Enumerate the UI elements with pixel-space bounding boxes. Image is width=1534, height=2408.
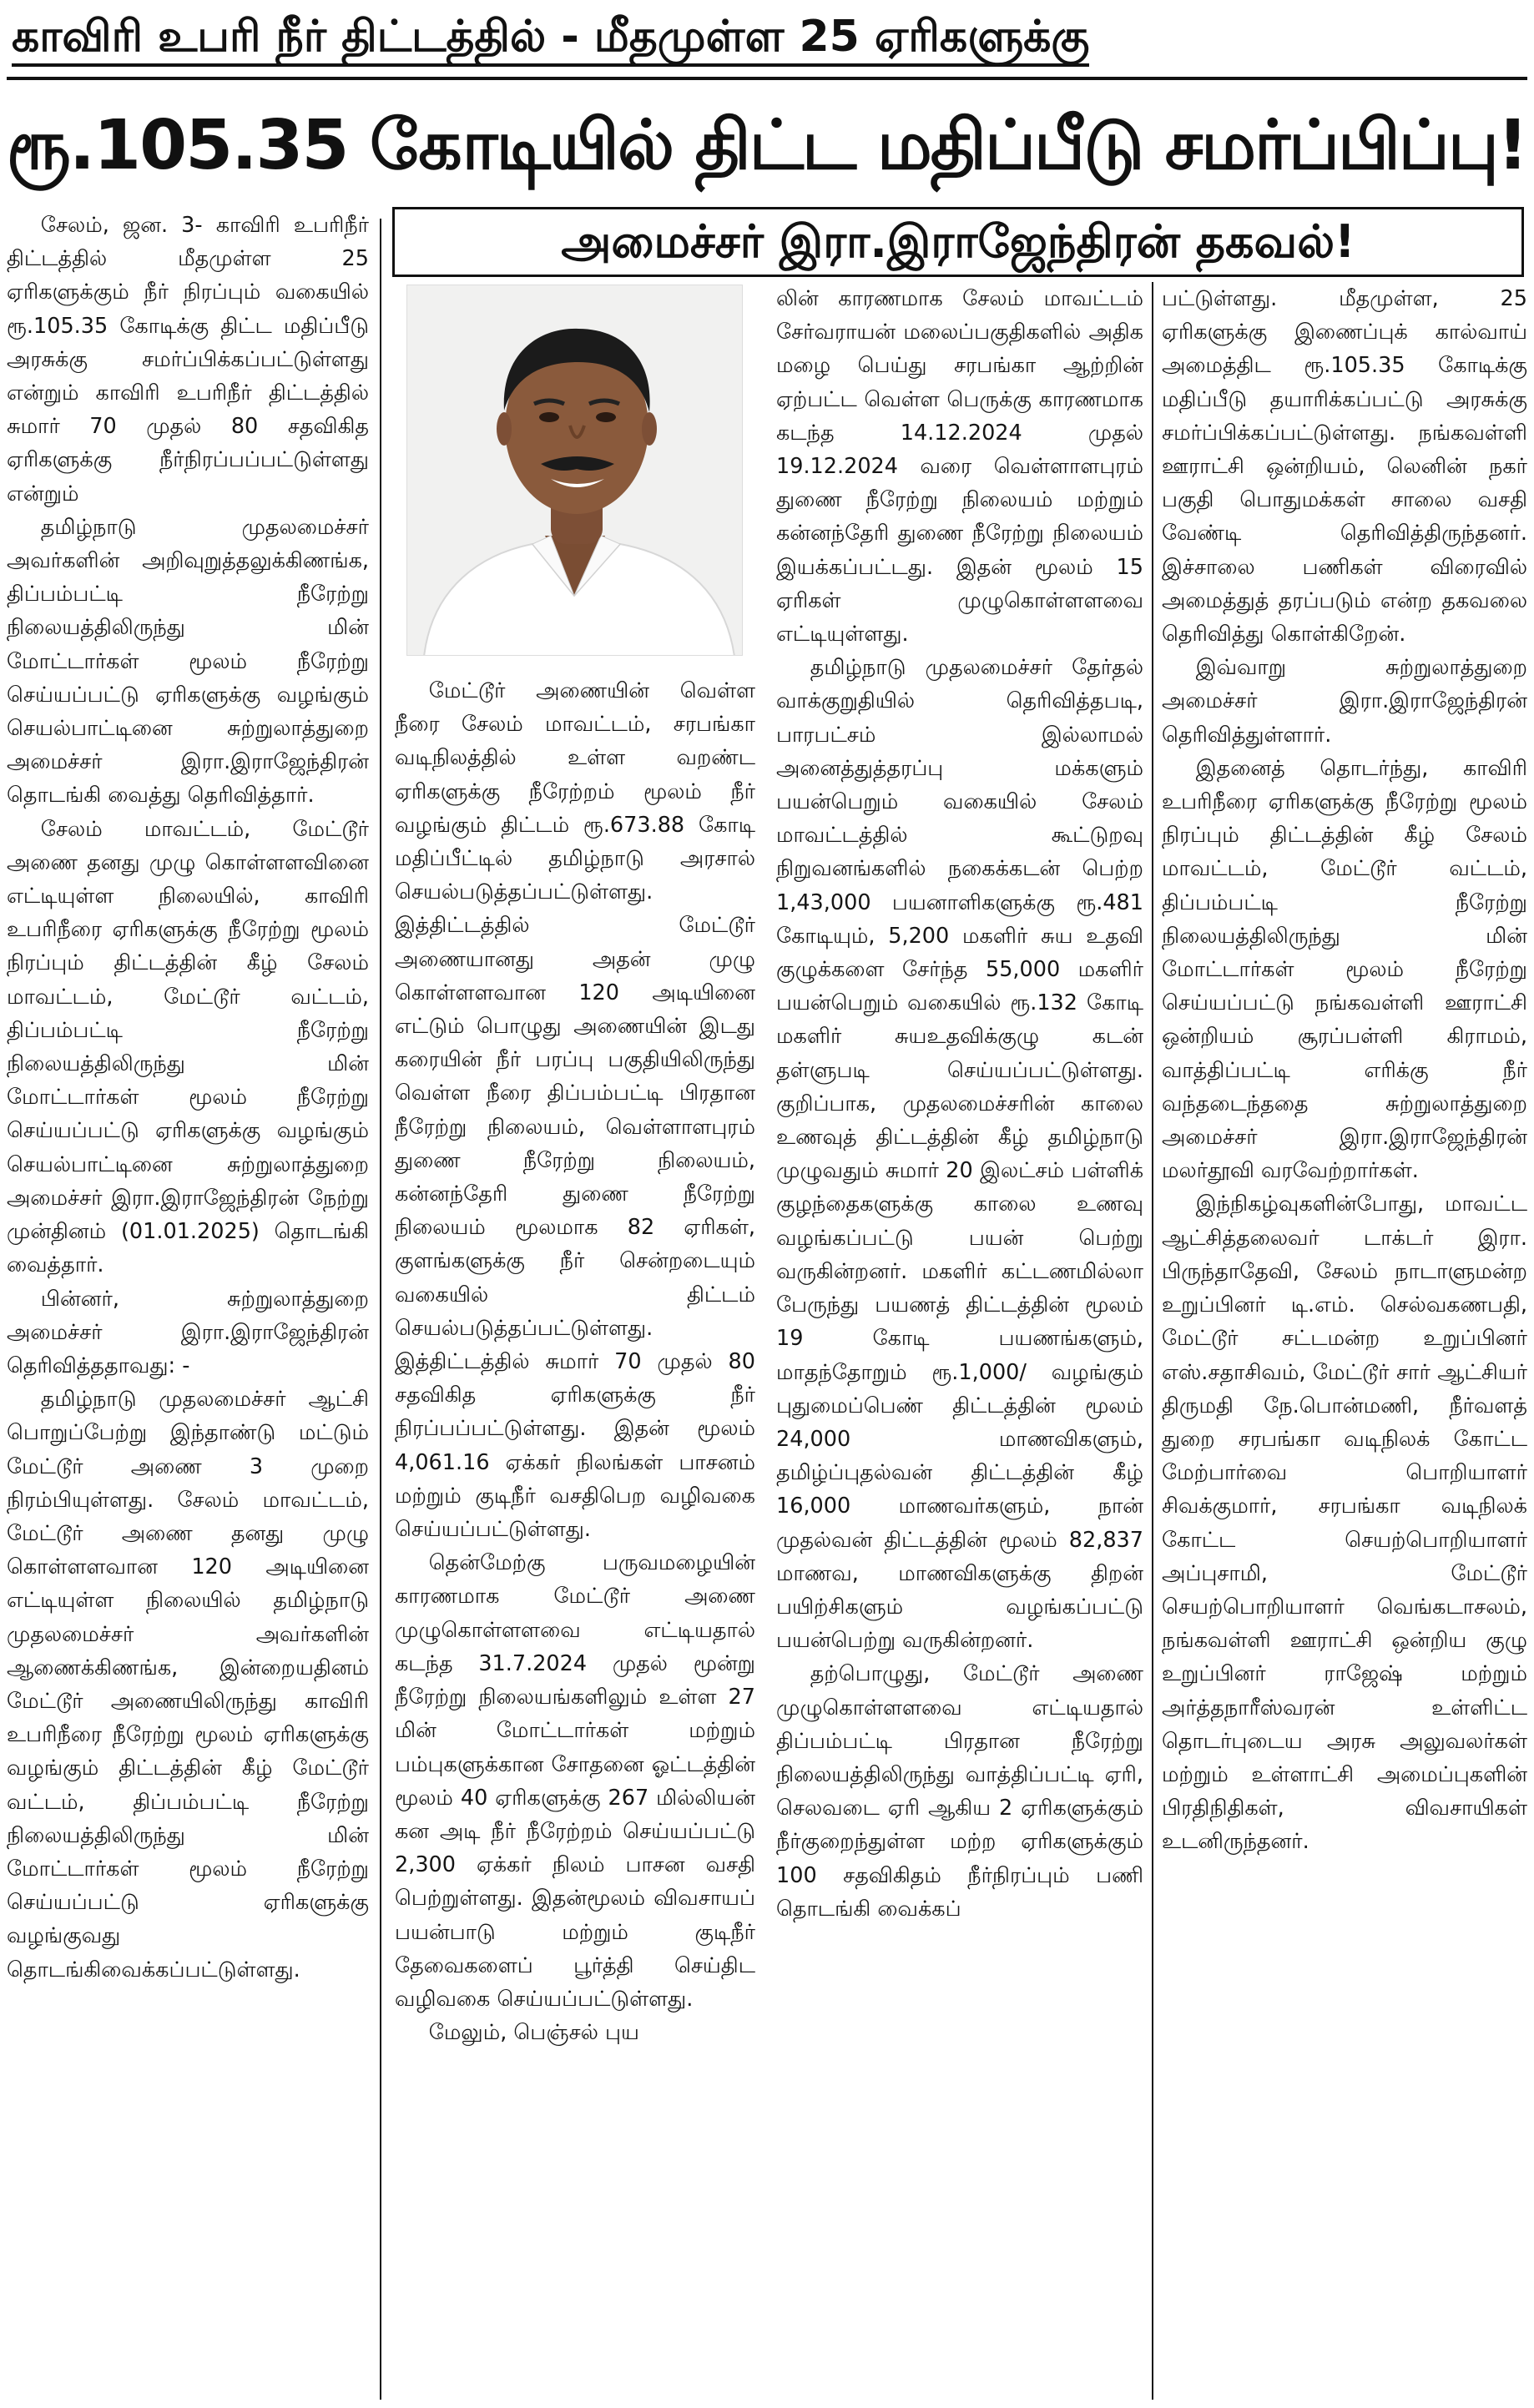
- paragraph: இந்நிகழ்வுகளின்போது, மாவட்ட ஆட்சித்தலைவர் டாக்டர் இரா. பிருந்தாதேவி, சேலம் நாடாளுமன்ற உறுப்பினர் டி.எம். செல்வகணபதி, மேட்டூர் சட்டமன்ற உறுப்பினர் எஸ்.சதாசிவம், மேட்டூர் சார் ஆட்சியர் திருமதி நே.பொன்மணி, நீர்வளத் துறை சரபங்கா வடிநிலக் கோட்ட மேற்பார்வை பொறியாளர் சிவக்குமார், சரபங்கா வடிநிலக் கோட்ட செயற்பொறியாளர் அப்புசாமி, மேட்டூர் செயற்பொறியாளர் வெங்கடாசலம், நங்கவள்ளி ஊராட்சி ஒன்றிய குழு உறுப்பினர் ராஜேஷ் மற்றும் அர்த்தநாரீஸ்வரன் உள்ளிட்ட தொடர்புடைய அரசு அலுவலர்கள் மற்றும் உள்ளாட்சி அமைப்புகளின் பிரதிநிதிகள், விவசாயிகள் உடனிருந்தனர்.: [1162, 1191, 1527, 1855]
- paragraph: சேலம், ஜன. 3- காவிரி உபரிநீர் திட்டத்தில் மீதமுள்ள 25 ஏரிகளுக்கும் நீர் நிரப்பும் வகையில் ரூ.105.35 கோடிக்கு திட்ட மதிப்பீடு அரசுக்கு சமர்ப்பிக்கப்பட்டுள்ளது என்றும் காவிரி உபரிநீர் திட்டத்தில் சுமார் 70 முதல் 80 சதவிகித ஏரிகளுக்கு நீர்நிரப்பப்பட்டுள்ளது என்றும்: [7, 213, 369, 506]
- article-column-3: [776, 282, 1143, 2400]
- paragraph: பட்டுள்ளது. மீதமுள்ள, 25 ஏரிகளுக்கு இணைப்புக் கால்வாய் அமைத்திட ரூ.105.35 கோடிக்கு மதிப்பீடு தயாரிக்கப்பட்டு அரசுக்கு சமர்ப்பிக்கப்பட்டுள்ளது. நங்கவள்ளி ஊராட்சி ஒன்றியம், லெனின் நகர் பகுதி பொதுமக்கள் சாலை வசதி வேண்டி தெரிவித்திருந்தனர். இச்சாலை பணிகள் விரைவில் அமைத்துத் தரப்படும் என்ற தகவலை தெரிவித்து கொள்கிறேன்.: [1162, 286, 1527, 647]
- paragraph: தமிழ்நாடு முதலமைச்சர் அவர்களின் அறிவுறுத்தலுக்கிணங்க, திப்பம்பட்டி நீரேற்று நிலையத்திலிருந்து மின் மோட்டார்கள் மூலம் நீரேற்று செய்யப்பட்டு ஏரிகளுக்கு வழங்கும் செயல்பாட்டினை சுற்றுலாத்துறை அமைச்சர் இரா.இராஜேந்திரன் தொடங்கி வைத்து தெரிவித்தார்.: [7, 514, 369, 809]
- kicker-text: காவிரி உபரி நீர் திட்டத்தில் - மீதமுள்ள 25 ஏரிகளுக்கு: [12, 12, 1089, 67]
- paragraph: லின் காரணமாக சேலம் மாவட்டம் சேர்வராயன் மலைப்பகுதிகளில் அதிக மழை பெய்து சரபங்கா ஆற்றின் ஏற்பட்ட வெள்ள பெருக்கு காரணமாக கடந்த 14.12.2024 முதல் 19.12.2024 வரை வெள்ளாளபுரம் துணை நீரேற்று நிலையம் மற்றும் கன்னந்தேரி துணை நீரேற்று நிலையம் இயக்கப்பட்டது. இதன் மூலம் 15 ஏரிகள் முழுகொள்ளளவை எட்டியுள்ளது.: [776, 286, 1143, 647]
- article-column-1: [7, 209, 369, 2400]
- paragraph: சேலம் மாவட்டம், மேட்டூர் அணை தனது முழு கொள்ளளவினை எட்டியுள்ள நிலையில், காவிரி உபரிநீரை ஏரிகளுக்கு நீரேற்று மூலம் நிரப்பும் திட்டத்தின் கீழ் சேலம் மாவட்டம், மேட்டூர் வட்டம், திப்பம்பட்டி நீரேற்று நிலையத்திலிருந்து மின் மோட்டார்கள் மூலம் நீரேற்று செய்யப்பட்டு ஏரிகளுக்கு வழங்கும் செயல்பாட்டினை சுற்றுலாத்துறை அமைச்சர் இரா.இராஜேந்திரன் நேற்று முன்தினம் (01.01.2025) தொடங்கி வைத்தார்.: [7, 816, 369, 1278]
- article-column-2: [395, 674, 755, 2400]
- subheadline-box: [392, 207, 1524, 277]
- minister-portrait-image: [407, 285, 743, 656]
- column-divider-3: [1152, 282, 1153, 2400]
- paragraph: பின்னர், சுற்றுலாத்துறை அமைச்சர் இரா.இராஜேந்திரன் தெரிவித்ததாவது: -: [7, 1286, 369, 1378]
- paragraph: தமிழ்நாடு முதலமைச்சர் ஆட்சி பொறுப்பேற்று இந்தாண்டு மட்டும் மேட்டூர் அணை 3 முறை நிரம்பியுள்ளது. சேலம் மாவட்டம், மேட்டூர் அணை தனது முழு கொள்ளளவான 120 அடியினை எட்டியுள்ள நிலையில் தமிழ்நாடு முதலமைச்சர் அவர்களின் ஆணைக்கிணங்க, இன்றையதினம் மேட்டூர் அணையிலிருந்து காவிரி உபரிநீரை நீரேற்று மூலம் ஏரிகளுக்கு வழங்கும் திட்டத்தின் கீழ் மேட்டூர் வட்டம், திப்பம்பட்டி நீரேற்று நிலையத்திலிருந்து மின் மோட்டார்கள் மூலம் நீரேற்று செய்யப்பட்டு ஏரிகளுக்கு வழங்குவது தொடங்கிவைக்கப்பட்டுள்ளது.: [7, 1387, 369, 1982]
- column-divider-1: [380, 219, 381, 2400]
- paragraph: மேலும், பெஞ்சல் புய: [428, 2020, 639, 2046]
- minister-photo: [406, 285, 743, 656]
- paragraph: இதனைத் தொடர்ந்து, காவிரி உபரிநீரை ஏரிகளுக்கு நீரேற்று மூலம் நிரப்பும் திட்டத்தின் கீழ் சேலம் மாவட்டம், மேட்டூர் வட்டம், திப்பம்பட்டி நீரேற்று நிலையத்திலிருந்து மின் மோட்டார்கள் மூலம் நீரேற்று செய்யப்பட்டு நங்கவள்ளி ஊராட்சி ஒன்றியம் சூரப்பள்ளி கிராமம், வாத்திப்பட்டி எரிக்கு நீர் வந்தடைந்ததை சுற்றுலாத்துறை அமைச்சர் இரா.இராஜேந்திரன் மலர்தூவி வரவேற்றார்கள்.: [1162, 755, 1527, 1184]
- article-column-4: [1162, 282, 1527, 2400]
- paragraph: இவ்வாறு சுற்றுலாத்துறை அமைச்சர் இரா.இராஜேந்திரன் தெரிவித்துள்ளார்.: [1162, 655, 1527, 748]
- paragraph: மேட்டூர் அணையின் வெள்ள நீரை சேலம் மாவட்டம், சரபங்கா வடிநிலத்தில் உள்ள வறண்ட ஏரிகளுக்கு நீரேற்றம் மூலம் நீர் வழங்கும் திட்டம் ரூ.673.88 கோடி மதிப்பீட்டில் தமிழ்நாடு அரசால் செயல்படுத்தப்பட்டுள்ளது. இத்திட்டத்தில் மேட்டூர் அணையானது அதன் முழு கொள்ளளவான 120 அடியினை எட்டும் பொழுது அணையின் இடது கரையின் நீர் பரப்பு பகுதியிலிருந்து வெள்ள நீரை திப்பம்பட்டி பிரதான நீரேற்று நிலையம், வெள்ளாளபுரம் துணை நீரேற்று நிலையம், கன்னந்தேரி துணை நீரேற்று நிலையம் மூலமாக 82 ஏரிகள், குளங்களுக்கு நீர் சென்றடையும் வகையில் திட்டம் செயல்படுத்தப்பட்டுள்ளது. இத்திட்டத்தில் சுமார் 70 முதல் 80 சதவிகித ஏரிகளுக்கு நீர் நிரப்பப்பட்டுள்ளது. இதன் மூலம் 4,061.16 ஏக்கர் நிலங்கள் பாசனம் மற்றும் குடிநீர் வசதிபெற வழிவகை செய்யப்பட்டுள்ளது.: [395, 678, 755, 1543]
- kicker-line: [12, 5, 1522, 68]
- headline: ரூ.105.35 கோடியில் திட்ட மதிப்பீடு சமர்ப்பிப்பு!: [7, 106, 1527, 185]
- rule-top: [7, 77, 1527, 80]
- subheadline: அமைச்சர் இரா.இராஜேந்திரன் தகவல்!: [561, 215, 1355, 268]
- paragraph: தென்மேற்கு பருவமழையின் காரணமாக மேட்டூர் அணை முழுகொள்ளளவை எட்டியதால் கடந்த 31.7.2024 முதல் மூன்று நீரேற்று நிலையங்களிலும் உள்ள 27 மின் மோட்டார்கள் மற்றும் பம்புகளுக்கான சோதனை ஓட்டத்தின் மூலம் 40 ஏரிகளுக்கு 267 மில்லியன் கன அடி நீர் நீரேற்றம் செய்யப்பட்டு 2,300 ஏக்கர் நிலம் பாசன வசதி பெற்றுள்ளது. இதன்மூலம் விவசாயப் பயன்பாடு மற்றும் குடிநீர் தேவைகளைப் பூர்த்தி செய்திட வழிவகை செய்யப்பட்டுள்ளது.: [395, 1550, 755, 2012]
- paragraph: தமிழ்நாடு முதலமைச்சர் தேர்தல் வாக்குறுதியில் தெரிவித்தபடி, பாரபட்சம் இல்லாமல் அனைத்துத்தரப்பு மக்களும் பயன்பெறும் வகையில் சேலம் மாவட்டத்தில் கூட்டுறவு நிறுவனங்களில் நகைக்கடன் பெற்ற 1,43,000 பயனாளிகளுக்கு ரூ.481 கோடியும், 5,200 மகளிர் சுய உதவி குழுக்களை சேர்ந்த 55,000 மகளிர் பயன்பெறும் வகையில் ரூ.132 கோடி மகளிர் சுயஉதவிக்குழு கடன் தள்ளுபடி செய்யப்பட்டுள்ளது. குறிப்பாக, முதலமைச்சரின் காலை உணவுத் திட்டத்தின் கீழ் தமிழ்நாடு முழுவதும் சுமார் 20 இலட்சம் பள்ளிக் குழந்தைகளுக்கு காலை உணவு வழங்கப்பட்டு பயன் பெற்று வருகின்றனர். மகளிர் கட்டணமில்லா பேருந்து பயணத் திட்டத்தின் மூலம் 19 கோடி பயணங்களும், மாதந்தோறும் ரூ.1,000/ வழங்கும் புதுமைப்பெண் திட்டத்தின் மூலம் 24,000 மாணவிகளும், தமிழ்ப்புதல்வன் திட்டத்தின் கீழ் 16,000 மாணவர்களும், நான் முதல்வன் திட்டத்தின் மூலம் 82,837 மாணவ, மாணவிகளுக்கு திறன் பயிற்சிகளும் வழங்கப்பட்டு பயன்பெற்று வருகின்றனர்.: [776, 655, 1143, 1654]
- paragraph: தற்பொழுது, மேட்டூர் அணை முழுகொள்ளளவை எட்டியதால் திப்பம்பட்டி பிரதான நீரேற்று நிலையத்திலிருந்து வாத்திப்பட்டி ஏரி, செலவடை ஏரி ஆகிய 2 ஏரிகளுக்கும் நீர்குறைந்துள்ள மற்ற ஏரிகளுக்கும் 100 சதவிகிதம் நீர்நிரப்பும் பணி தொடங்கி வைக்கப்: [776, 1661, 1143, 1922]
